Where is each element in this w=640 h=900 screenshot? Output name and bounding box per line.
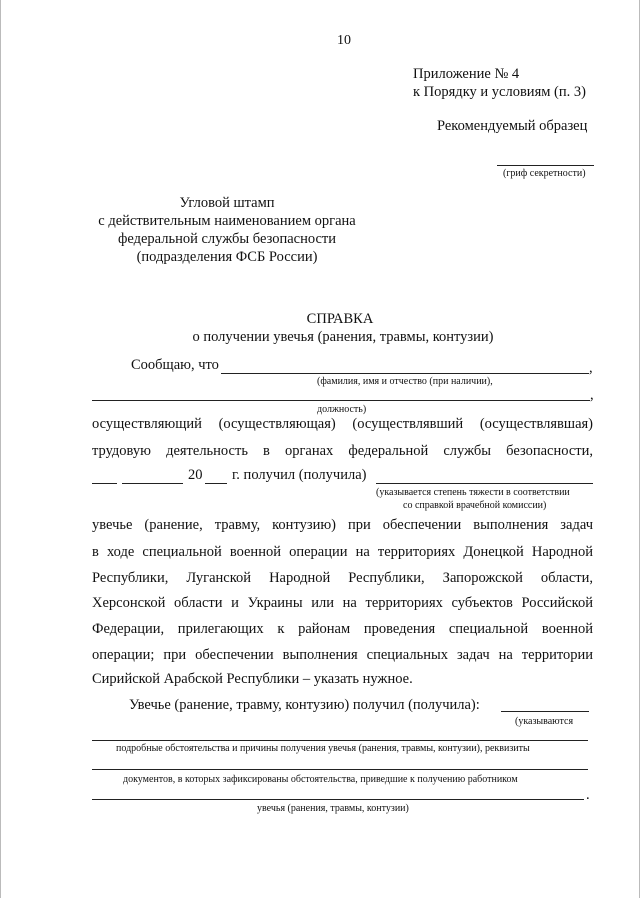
page-number: 10 (337, 33, 351, 48)
hint-documents: документов, в которых зафиксированы обстоятельства, приведшие к получению работником (123, 774, 518, 785)
sample-label: Рекомендуемый образец (437, 118, 588, 134)
position-hint: должность) (317, 404, 367, 415)
period: . (586, 787, 590, 803)
severity-hint-1: (указывается степень тяжести в соответствии (376, 487, 570, 498)
comma-1: , (589, 360, 593, 376)
stamp-line4: (подразделения ФСБ России) (136, 249, 318, 265)
document-title: СПРАВКА (306, 311, 374, 327)
date-suffix: г. получил (получила) (232, 467, 367, 483)
stamp-line3: федеральной службы безопасности (117, 231, 337, 247)
name-hint: (фамилия, имя и отчество (при наличии), (317, 376, 493, 387)
secrecy-line (497, 165, 594, 166)
paragraph-line-3: Республики, Луганской Народной Республики, Запорожской области, (92, 570, 593, 586)
report-prefix: Сообщаю, что (131, 357, 219, 373)
severity-field-line[interactable] (376, 483, 593, 484)
appendix-title: Приложение № 4 (413, 66, 520, 82)
paragraph-line-4: Херсонской области и Украины или на территориях субъектов Российской (92, 595, 593, 611)
paragraph-line-7: Сирийской Арабской Республики – указать нужное. (92, 671, 413, 687)
name-field-line[interactable] (221, 373, 589, 374)
hint-circumstances: подробные обстоятельства и причины получения увечья (ранения, травмы, контузии), реквизиты (116, 743, 530, 754)
injury-field-line[interactable] (501, 711, 589, 712)
hint-specified: (указываются (515, 716, 574, 727)
secrecy-label: (гриф секретности) (503, 168, 586, 179)
position-field-line[interactable] (92, 400, 590, 401)
hint-injury: увечья (ранения, травмы, контузии) (257, 803, 409, 814)
document-subtitle: о получении увечья (ранения, травмы, контузии) (192, 329, 494, 345)
stamp-line2: с действительным наименованием органа (98, 213, 356, 229)
paragraph-line-1: увечье (ранение, травму, контузию) при обеспечении выполнения задач (92, 517, 593, 533)
injury-received-label: Увечье (ранение, травму, контузию) получил (получила): (129, 697, 480, 713)
severity-hint-2: со справкой врачебной комиссии) (403, 500, 547, 511)
circumstances-line-1[interactable] (92, 740, 588, 741)
paragraph-line-5: Федерации, прилегающих к районам проведения специальной военной (92, 621, 593, 637)
date-day-line[interactable] (92, 483, 117, 484)
comma-2: , (590, 387, 594, 403)
paragraph-line-6: операции; при обеспечении выполнения специальных задач на территории (92, 647, 593, 663)
appendix-subtitle: к Порядку и условиям (п. 3) (413, 84, 586, 100)
date-month-line[interactable] (122, 483, 183, 484)
circumstances-line-2[interactable] (92, 769, 588, 770)
paragraph-line-2: в ходе специальной военной операции на территориях Донецкой Народной (92, 544, 593, 560)
circumstances-line-3[interactable] (92, 799, 584, 800)
line-activity: трудовую деятельность в органах федеральной службы безопасности, (92, 443, 593, 459)
date-year-line[interactable] (205, 483, 227, 484)
stamp-line1: Угловой штамп (179, 195, 275, 211)
line-working: осуществляющий (осуществляющая) (осуществлявший (осуществлявшая) (92, 416, 593, 432)
date-year-prefix: 20 (188, 467, 203, 483)
